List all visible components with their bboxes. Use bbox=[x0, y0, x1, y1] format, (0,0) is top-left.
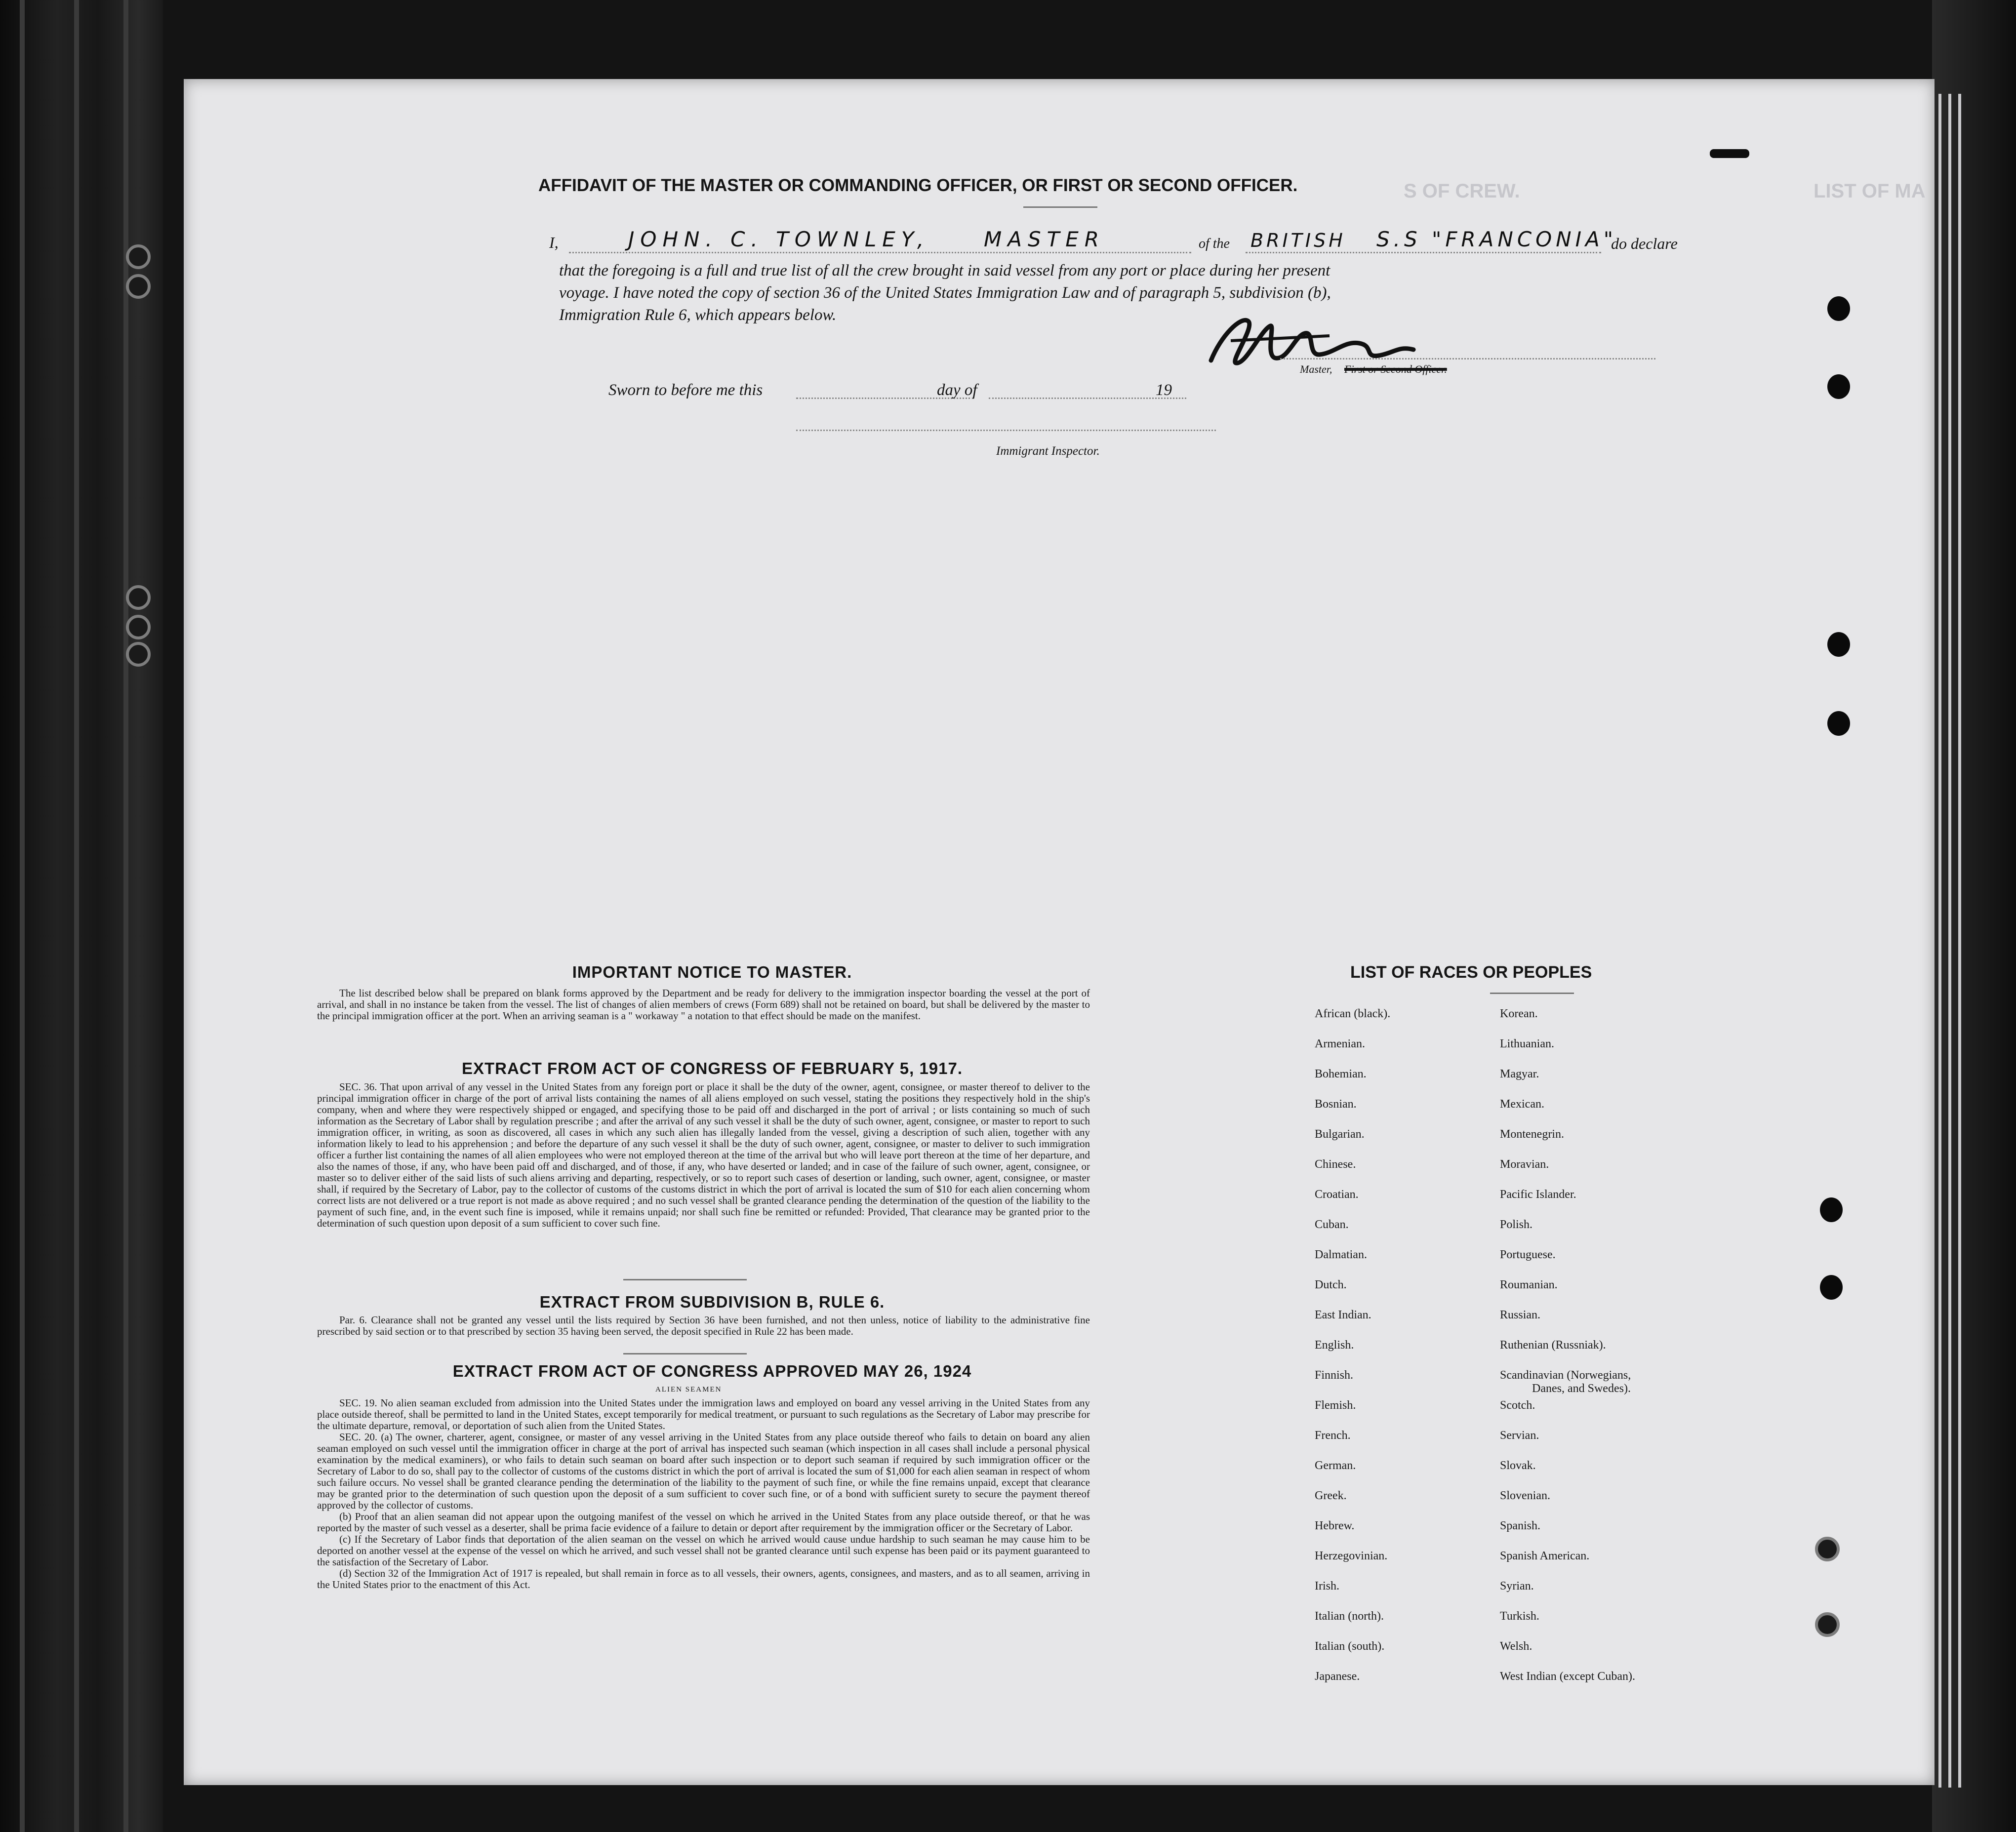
binder-ring-icon bbox=[126, 244, 151, 269]
race-item: Syrian. bbox=[1500, 1580, 1534, 1593]
year-label: 19 bbox=[1156, 381, 1172, 399]
race-item: Flemish. bbox=[1315, 1399, 1356, 1412]
race-item-continuation: Danes, and Swedes). bbox=[1532, 1382, 1631, 1395]
extract-1917-paragraph: SEC. 36. That upon arrival of any vessel in the United States from any foreign port or place it shall be the duty of the owner, agent, consignee, or master thereof to deliver to the principal immigration officer in charge of the port of arrival lists containing the names of all aliens employed on such vessel, stating the positions they respectively hold in the ship's company, when and where they were respectively shipped or engaged, and specifying those to be paid off and discharged in the port of arrival ; or lists containing so much of such information as the Secretary of Labor shall by regulation prescribe ; and after the arrival of any such vessel it shall be the duty of such owner, agent, consignee, or master to report to such immigration officer, in writing, as soon as discovered, all cases in which any such alien has illegally landed from the vessel, giving a description of such alien, together with any information likely to lead to his apprehension ; and before the departure of any such vessel it shall be the duty of such owner, agent, consignee, or master to deliver to such immigration officer a further list containing the names of all alien employees who were not employed thereon at the time of the arrival but who will leave port thereon at the time of her departure, and also the names of those, if any, who have been paid off and discharged, and of those, if any, who have deserted or landed; and in case of the failure of such owner, agent, consignee, or master so to deliver either of the said lists of such aliens arriving and departing, respectively, or so to report such cases of desertion or landing, such owner, agent, consignee, or master shall, if required by the Secretary of Labor, pay to the collector of customs of the customs district in which the port of arrival is located the sum of $10 for each alien concerning whom correct lists are not delivered or a true report is not made as above required ; and no such vessel shall be granted clearance pending the determination of the question of the liability to the payment of such fine, and, in the event such fine is imposed, while it remains unpaid; nor shall such fine be remitted or refunded: Provided, That clearance may be granted prior to the determination of such question upon deposit of a sum sufficient to cover such fine. bbox=[317, 1081, 1090, 1229]
race-item: Spanish. bbox=[1500, 1519, 1541, 1532]
race-item: Bosnian. bbox=[1315, 1098, 1357, 1111]
race-item: Scotch. bbox=[1500, 1399, 1535, 1412]
notice-title: IMPORTANT NOTICE TO MASTER. bbox=[572, 963, 852, 981]
vessel-line bbox=[1246, 252, 1601, 253]
races-title: LIST OF RACES OR PEOPLES bbox=[1350, 963, 1592, 982]
race-item: Montenegrin. bbox=[1500, 1128, 1564, 1141]
inspector-line bbox=[796, 430, 1216, 431]
race-item: Herzegovinian. bbox=[1315, 1550, 1388, 1562]
signature-line bbox=[1280, 358, 1655, 359]
page-edge bbox=[1948, 94, 1951, 1788]
rule6-paragraph: Par. 6. Clearance shall not be granted any vessel until the lists required by Section 36 have been furnished, and not then unless, notice of liability to the administrative fine prescribed by said section or to that prescribed by section 35 having been served, the deposit specified in Rule 22 has been made. bbox=[317, 1314, 1090, 1337]
rule6-title: EXTRACT FROM SUBDIVISION B, RULE 6. bbox=[539, 1293, 885, 1311]
rule6-text bbox=[317, 1314, 1090, 1337]
binding-spine bbox=[0, 0, 163, 1832]
race-item: Italian (south). bbox=[1315, 1640, 1385, 1653]
notice-paragraph: The list described below shall be prepared on blank forms approved by the Department and be ready for delivery to the immigration inspector boarding the vessel at the port of arrival, and shall in no instance be taken from the vessel. The list of changes of alien members of crews (Form 689) shall not be retained on board, but shall be delivered by the master to the principal immigration officer at the port. When an arriving seaman is a " workaway " a notation to that effect should be made on the manifest. bbox=[317, 987, 1090, 1022]
page-edge bbox=[1958, 94, 1961, 1788]
race-item: Hebrew. bbox=[1315, 1519, 1355, 1532]
master-signature bbox=[1201, 306, 1478, 370]
race-item: Dalmatian. bbox=[1315, 1248, 1367, 1261]
race-item: Bulgarian. bbox=[1315, 1128, 1365, 1141]
document-page bbox=[184, 79, 1935, 1785]
race-item: Ruthenian (Russniak). bbox=[1500, 1339, 1606, 1352]
binder-ring-icon bbox=[126, 615, 151, 639]
binder-ring-icon bbox=[126, 274, 151, 299]
binder-ring-icon bbox=[126, 642, 151, 667]
section-rule bbox=[623, 1279, 747, 1280]
inspector-label: Immigrant Inspector. bbox=[996, 444, 1100, 458]
title-rule bbox=[1023, 206, 1097, 208]
master-rank: MASTER bbox=[984, 227, 1105, 251]
race-item: German. bbox=[1315, 1459, 1356, 1472]
race-item: Slovak. bbox=[1500, 1459, 1536, 1472]
race-item: Dutch. bbox=[1315, 1278, 1347, 1291]
race-item: Moravian. bbox=[1500, 1158, 1549, 1171]
race-item: Cuban. bbox=[1315, 1218, 1349, 1231]
race-item: Korean. bbox=[1500, 1007, 1538, 1020]
races-rule bbox=[1490, 993, 1574, 994]
race-item: Japanese. bbox=[1315, 1670, 1360, 1683]
race-item: Servian. bbox=[1500, 1429, 1539, 1442]
race-item: Greek. bbox=[1315, 1489, 1347, 1502]
extract-1924-text bbox=[317, 1397, 1090, 1591]
race-item: Finnish. bbox=[1315, 1369, 1354, 1382]
extract-1924-paragraph: SEC. 19. No alien seaman excluded from admission into the United States under the immigration laws and employed on board any vessel arriving in the United States from any place outside thereof, shall be permitted to land in the United States, except temporarily for medical treatment, or pursuant to such regulations as the Secretary of Labor may prescribe for the ultimate departure, removal, or deportation of such alien from the United States. bbox=[317, 1397, 1090, 1432]
race-item: Welsh. bbox=[1500, 1640, 1532, 1653]
extract-1924-paragraph: (c) If the Secretary of Labor finds that deportation of the alien seaman on the vessel on which he arrived would cause undue hardship to such seaman he may cause him to be deported on another vessel at the expense of the vessel on which he arrived, and such vessel shall not be granted clearance until such expense has been paid or its payment guaranteed to the satisfaction of the Secretary of Labor. bbox=[317, 1533, 1090, 1568]
vessel-nationality: BRITISH bbox=[1250, 230, 1346, 251]
extract-1924-title: EXTRACT FROM ACT OF CONGRESS APPROVED MAY 26, 1924 bbox=[452, 1362, 972, 1380]
race-item: Italian (north). bbox=[1315, 1610, 1384, 1623]
punch-hole-icon bbox=[1827, 711, 1850, 736]
race-item: Mexican. bbox=[1500, 1098, 1544, 1111]
extract-1924-paragraph: (d) Section 32 of the Immigration Act of 1917 is repealed, but shall remain in force as to all vessels, their owners, agents, consignees, and masters, and as to all seamen, arriving in the United States prior to the enactment of this Act. bbox=[317, 1567, 1090, 1591]
section-rule bbox=[623, 1353, 747, 1354]
extract-1917-title: EXTRACT FROM ACT OF CONGRESS OF FEBRUARY 5, 1917. bbox=[461, 1059, 963, 1077]
affidavit-title: AFFIDAVIT OF THE MASTER OR COMMANDING OFFICER, OR FIRST OR SECOND OFFICER. bbox=[538, 176, 1298, 195]
race-item: Bohemian. bbox=[1315, 1068, 1367, 1080]
race-item: Russian. bbox=[1500, 1309, 1541, 1321]
binder-ring-icon bbox=[126, 585, 151, 610]
race-item: Polish. bbox=[1500, 1218, 1533, 1231]
race-item: French. bbox=[1315, 1429, 1351, 1442]
race-item: Armenian. bbox=[1315, 1037, 1365, 1050]
punch-hole-icon bbox=[1820, 1275, 1843, 1300]
extract-1924-subtitle: ALIEN SEAMEN bbox=[655, 1386, 722, 1394]
race-item: Slovenian. bbox=[1500, 1489, 1550, 1502]
do-declare-label: do declare bbox=[1611, 235, 1678, 252]
race-item: Turkish. bbox=[1500, 1610, 1539, 1623]
punch-hole-icon bbox=[1827, 632, 1850, 657]
bleed-through-text: LIST OF MA bbox=[1814, 180, 1926, 202]
punch-hole-icon bbox=[1827, 374, 1850, 399]
of-the-label: of the bbox=[1199, 236, 1230, 251]
affidavit-i-label: I, bbox=[549, 234, 559, 251]
bleed-through-text: S OF CREW. bbox=[1404, 180, 1520, 202]
race-item: Croatian. bbox=[1315, 1188, 1359, 1201]
race-item: Lithuanian. bbox=[1500, 1037, 1554, 1050]
race-item: East Indian. bbox=[1315, 1309, 1371, 1321]
punch-hole-icon bbox=[1820, 1197, 1843, 1222]
race-item: Irish. bbox=[1315, 1580, 1339, 1593]
extract-1917-text bbox=[317, 1081, 1090, 1229]
notice-text bbox=[317, 988, 1090, 1022]
race-item: African (black). bbox=[1315, 1007, 1391, 1020]
race-item: English. bbox=[1315, 1339, 1354, 1352]
ink-mark bbox=[1710, 149, 1749, 158]
affidavit-line: Immigration Rule 6, which appears below. bbox=[559, 306, 837, 324]
sworn-label: Sworn to before me this bbox=[608, 381, 763, 399]
race-item: Spanish American. bbox=[1500, 1550, 1590, 1562]
extract-1924-paragraph: SEC. 20. (a) The owner, charterer, agent, consignee, or master of any vessel arriving in the United States from any place outside thereof who fails to detain on board any alien seaman employed on such vessel until the immigration officer in charge at the port of arrival has inspected such seaman (which inspection in all cases shall include a personal physical examination by the medical examiners), or who fails to detain such seaman on board after such inspection or to deport such seaman if required by such immigration officer or the Secretary of Labor to do so, shall pay to the collector of customs of the customs district in which the port of arrival is located the sum of $1,000 for each alien seaman in respect of whom such failure occurs. No vessel shall be granted clearance pending the determination of the liability to the payment of such fine, or while the fine remains unpaid, except that clearance may be granted prior to the determination of such question upon the deposit of a sum sufficient to cover such fine, or of a bond with sufficient surety to secure the payment thereof approved by the collector of customs. bbox=[317, 1431, 1090, 1511]
punch-ring-icon bbox=[1815, 1537, 1840, 1561]
punch-ring-icon bbox=[1815, 1612, 1840, 1637]
race-item: Scandinavian (Norwegians, bbox=[1500, 1369, 1631, 1382]
master-name: JOHN. C. TOWNLEY, bbox=[628, 227, 930, 251]
name-line bbox=[569, 252, 1191, 253]
race-item: Magyar. bbox=[1500, 1068, 1539, 1080]
race-item: West Indian (except Cuban). bbox=[1500, 1670, 1635, 1683]
race-item: Portuguese. bbox=[1500, 1248, 1556, 1261]
race-item: Chinese. bbox=[1315, 1158, 1356, 1171]
page-edge bbox=[1938, 94, 1941, 1788]
vessel-name: S.S "FRANCONIA" bbox=[1376, 227, 1617, 251]
scan-right-edge bbox=[1932, 0, 2016, 1832]
signature-caption-struck: First or Second Officer. bbox=[1344, 363, 1447, 375]
race-item: Roumanian. bbox=[1500, 1278, 1558, 1291]
affidavit-line: voyage. I have noted the copy of section 36 of the United States Immigration Law and of paragraph 5, subdivision (b), bbox=[559, 284, 1331, 302]
affidavit-line: that the foregoing is a full and true list of all the crew brought in said vessel from any port or place during her present bbox=[559, 262, 1331, 279]
signature-caption: Master, bbox=[1300, 363, 1332, 375]
race-item: Pacific Islander. bbox=[1500, 1188, 1576, 1201]
day-of-label: day of bbox=[937, 381, 977, 399]
extract-1924-paragraph: (b) Proof that an alien seaman did not appear upon the outgoing manifest of the vessel on which he arrived in the United States from any place outside thereof, or that he was reported by the master of such vessel as a deserter, shall be prima facie evidence of a failure to detain or deport after requirement by the immigration officer or the Secretary of Labor. bbox=[317, 1511, 1090, 1534]
punch-hole-icon bbox=[1827, 296, 1850, 321]
